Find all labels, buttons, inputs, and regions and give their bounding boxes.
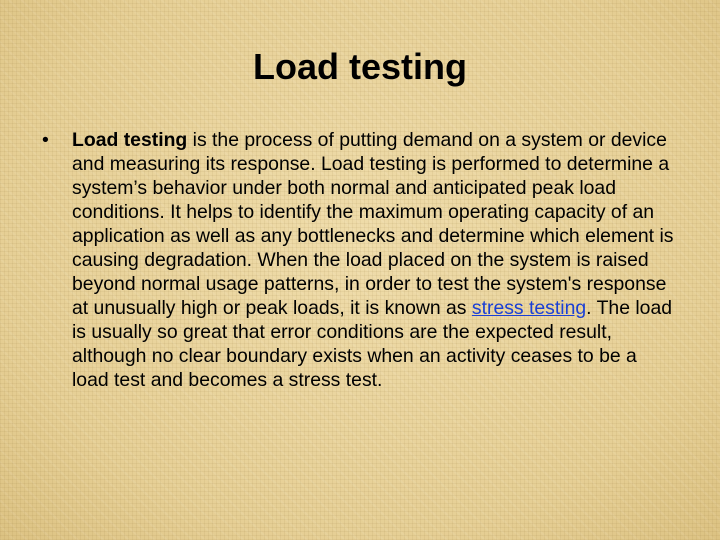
bullet-text-part-2: . The load is usually so great that error conditions are the expected result, although no clear boundary exists when an activity ceases to be a load test and becomes a stress test.	[72, 297, 673, 391]
bullet-text-part-1: is the process of putting demand on a system or device and measuring its response. Load testing is performed to determine a system’s behavior under both normal and anticipated peak load conditions. It helps to identify the maximum operating capacity of an application as well as any bottlenecks and determine which element is causing degradation. When the load placed on the system is raised beyond normal usage patterns, in order to test the system's response at unusually high or peak loads, it is known as	[72, 129, 674, 319]
bullet-marker: •	[42, 129, 49, 151]
stress-testing-link[interactable]: stress testing	[471, 297, 587, 319]
bullet-term: Load testing	[72, 129, 188, 151]
bullet-item	[42, 128, 678, 392]
slide-title: Load testing	[253, 46, 467, 87]
slide-body	[42, 128, 678, 392]
